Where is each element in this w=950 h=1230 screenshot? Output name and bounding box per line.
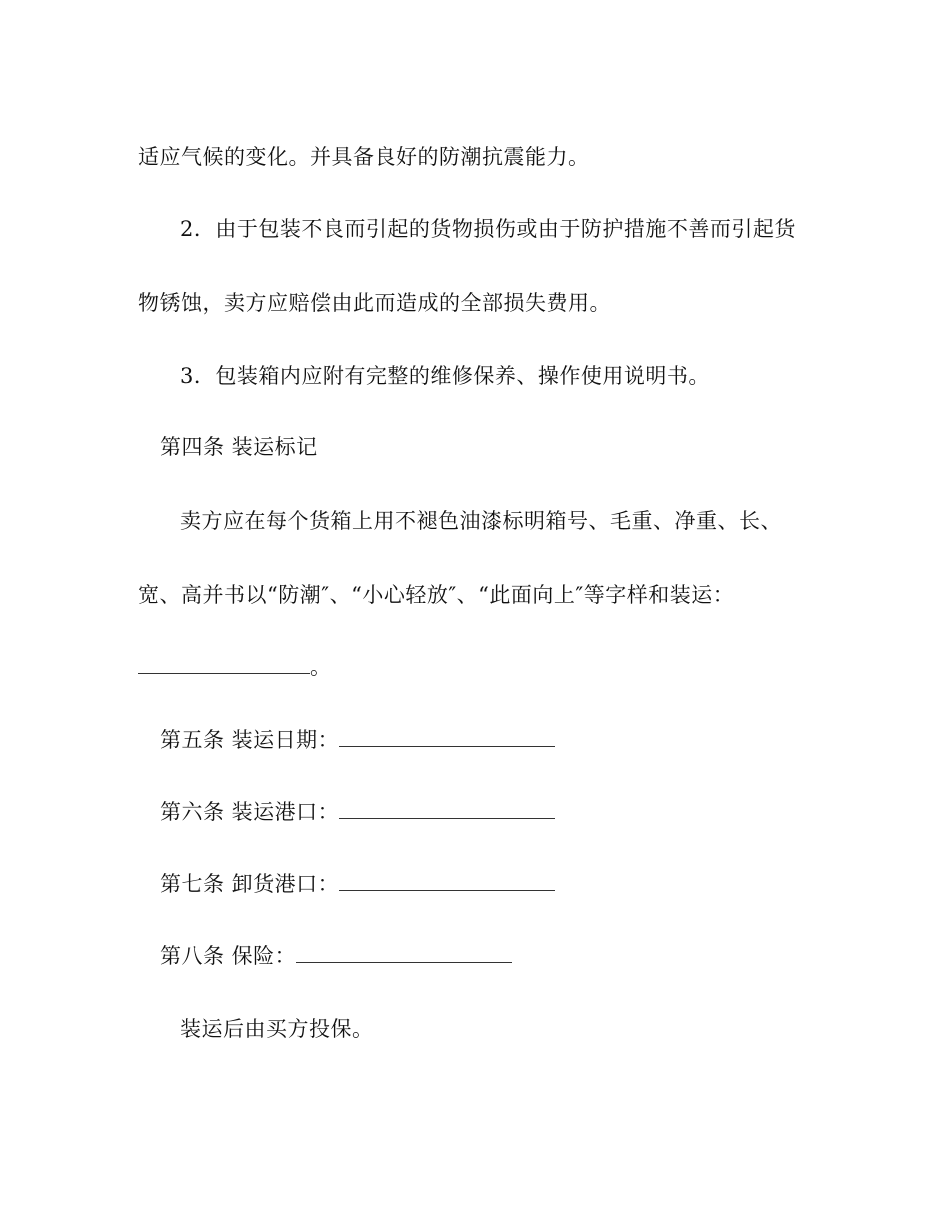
unloading-port-blank[interactable] [339, 870, 555, 891]
paragraph-text: 卖方应在每个货箱上用不褪色油漆标明箱号、毛重、净重、长、 [180, 509, 782, 533]
paragraph-text: 物锈蚀，卖方应赔偿由此而造成的全部损失费用。 [138, 291, 611, 315]
clause-2-line-2 [138, 289, 611, 317]
paragraph-text: 。 [310, 655, 332, 679]
paragraph-text: 装运后由买方投保。 [180, 1017, 374, 1041]
fill-in-blank[interactable] [138, 653, 310, 674]
shipping-date-blank[interactable] [339, 726, 555, 747]
article-6 [160, 798, 555, 826]
insurance-blank[interactable] [296, 942, 512, 963]
article-label: 第五条 装运日期： [160, 728, 340, 752]
clause-2-line-1 [180, 215, 796, 243]
paragraph-text: 宽、高并书以“防潮″、“小心轻放″、“此面向上″等字样和装运： [138, 583, 735, 607]
paragraph-text: 适应气候的变化。并具备良好的防潮抗震能力。 [138, 145, 590, 169]
paragraph-text: 3．包装箱内应附有完整的维修保养、操作使用说明书。 [180, 364, 710, 388]
paragraph-climate [138, 143, 590, 171]
shipping-port-blank[interactable] [339, 798, 555, 819]
heading-text: 第四条 装运标记 [160, 435, 318, 459]
article-label: 第八条 保险： [160, 944, 297, 968]
article-label: 第七条 卸货港口： [160, 872, 340, 896]
article-8 [160, 942, 512, 970]
clause-3 [180, 362, 710, 390]
article-4-line-3 [138, 653, 332, 681]
article-7 [160, 870, 555, 898]
article-label: 第六条 装运港口： [160, 800, 340, 824]
article-4-heading [160, 433, 318, 461]
article-4-line-2 [138, 581, 734, 609]
article-5 [160, 726, 555, 754]
article-8-body [180, 1015, 374, 1043]
paragraph-text: 2．由于包装不良而引起的货物损伤或由于防护措施不善而引起货 [180, 217, 796, 241]
article-4-line-1 [180, 507, 782, 535]
